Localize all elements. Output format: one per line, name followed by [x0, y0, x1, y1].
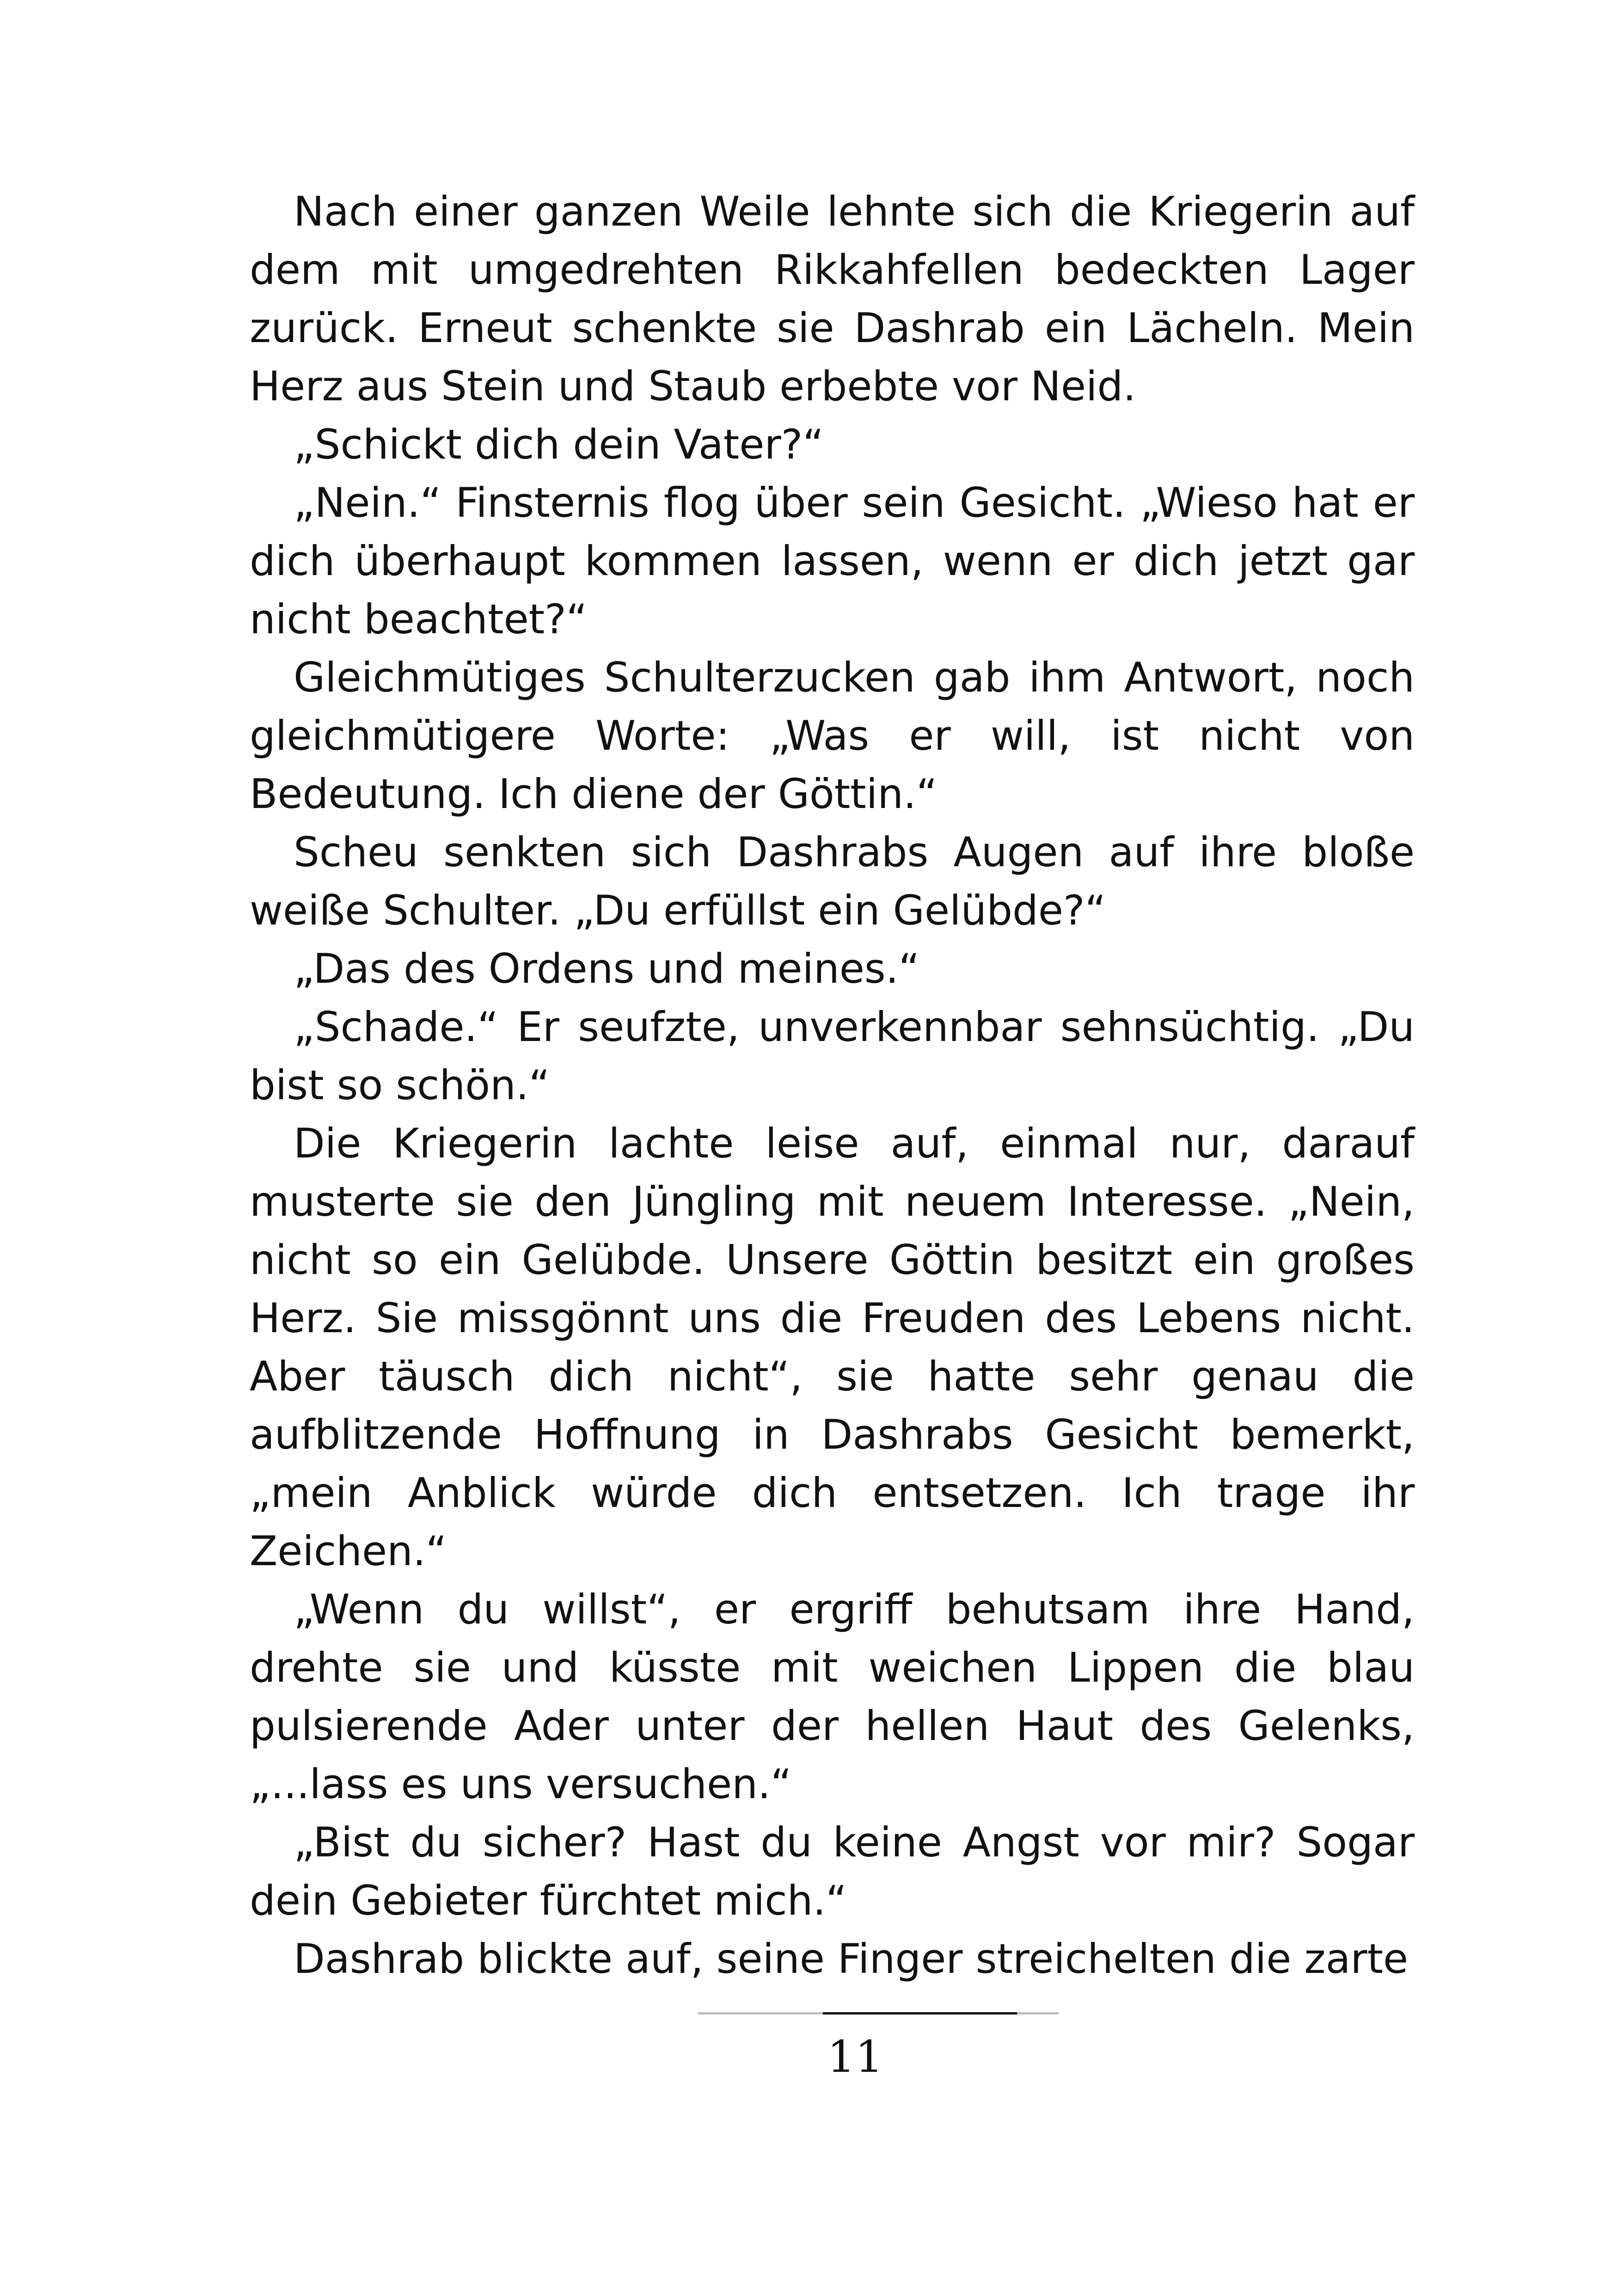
- paragraph: „Das des Ordens und meines.“: [294, 945, 920, 992]
- paragraph: „Schickt dich dein Vater?“: [294, 421, 824, 468]
- paragraph: Nach einer ganzen Weile lehnte sich die Kriegerin auf dem mit umgedrehten Rikkahfellen bedeckten Lager zurück. Erneut schenkte sie Dashrab ein Lächeln. Mein Herz aus Stein und Staub erbebte vor Neid.: [250, 188, 1415, 410]
- paragraph: Scheu senkten sich Dashrabs Augen auf ihre bloße weiße Schulter. „Du erfüllst ein Gelübde?“: [250, 828, 1415, 934]
- paragraph: Die Kriegerin lachte leise auf, einmal nur, darauf musterte sie den Jüngling mit neuem Interesse. „Nein, nicht so ein Gelübde. Unsere Göttin besitzt ein großes Herz. Sie missgönnt uns die Freuden des Lebens nicht. Aber täusch dich nicht“, sie hatte sehr genau die aufblitzende Hoffnung in Dashrabs Gesicht bemerkt, „mein Anblick würde dich entsetzen. Ich trage ihr Zeichen.“: [250, 1120, 1415, 1575]
- paragraph: Dashrab blickte auf, seine Finger streichelten die zarte: [294, 1935, 1409, 1983]
- paragraph: „Wenn du willst“, er ergriff behutsam ihre Hand, drehte sie und küsste mit weichen Lippen die blau pulsierende Ader unter der hellen Haut des Gelenks, „...lass es uns versuchen.“: [250, 1586, 1415, 1808]
- body-text: [250, 183, 1415, 1988]
- footer-divider: [698, 2012, 1059, 2014]
- paragraph: „Bist du sicher? Hast du keine Angst vor mir? Sogar dein Gebieter fürchtet mich.“: [250, 1818, 1415, 1924]
- paragraph: „Schade.“ Er seufzte, unverkennbar sehnsüchtig. „Du bist so schön.“: [250, 1003, 1415, 1109]
- page-number: 11: [827, 2032, 883, 2082]
- paragraph: Gleichmütiges Schulterzucken gab ihm Antwort, noch gleichmütigere Worte: „Was er will, ist nicht von Bedeutung. Ich diene der Göttin.“: [250, 654, 1415, 818]
- paragraph: „Nein.“ Finsternis flog über sein Gesicht. „Wieso hat er dich überhaupt kommen lassen, wenn er dich jetzt gar nicht beachtet?“: [250, 479, 1415, 643]
